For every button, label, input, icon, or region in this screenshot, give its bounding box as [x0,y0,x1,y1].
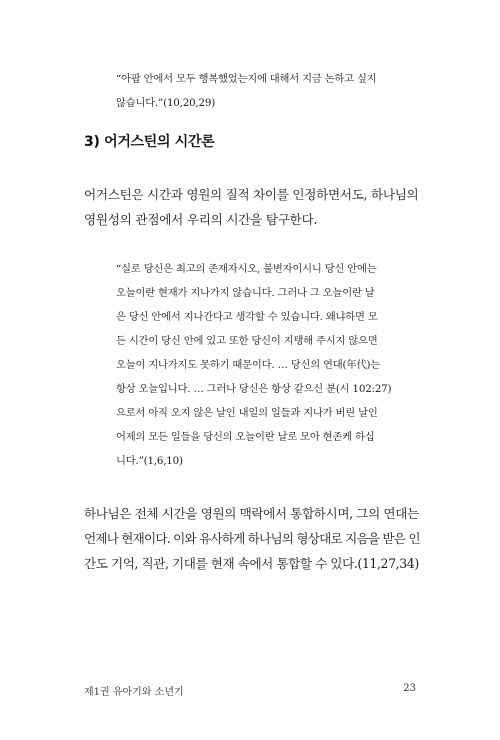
block-quote-line-2: 오늘이란 현재가 지나가지 않습니다. 그러나 그 오늘이란 날 [116,287,375,299]
closing-paragraph-line-2: 언제나 현재이다. 이와 유사하게 하나님의 형상대로 지음을 받은 인 [84,531,420,546]
closing-paragraph-line-3: 간도 기억, 직관, 기대를 현재 속에서 통합할 수 있다.(11,27,34) [84,556,419,571]
block-quote-line-5: 오늘이 지나가지도 못하기 때문이다. … 당신의 연대(年代)는 [116,359,381,371]
block-quote-line-6: 항상 오늘입니다. … 그러나 당신은 항상 같으신 분(시 102:27) [116,383,392,395]
top-quote-line-2: 않습니다.”(10,20,29) [116,97,216,109]
top-quote-line-1: “아팝 안에서 모두 행복했었는지에 대해서 지금 논하고 싶지 [116,73,377,85]
section-heading: 3) 어거스틴의 시간론 [84,134,215,150]
intro-paragraph-line-1: 어거스틴은 시간과 영원의 질적 차이를 인정하면서도, 하나님의 [84,187,419,202]
block-quote-line-7: 으로서 아직 오지 않은 날인 내일의 일들과 지나가 버린 날인 [116,407,378,419]
block-quote-line-8: 어제의 모든 일들을 당신의 오늘이란 날로 모아 현존케 하십 [116,431,375,443]
closing-paragraph-line-1: 하나님은 전체 시간을 영원의 맥락에서 통합하시며, 그의 연대는 [84,506,419,521]
footer-page-number: 23 [403,683,416,694]
block-quote-line-9: 니다.”(1,6,10) [116,455,183,467]
block-quote-line-1: “실로 당신은 최고의 존재자시오, 불변자이시니 당신 안에는 [116,263,377,275]
footer-book-title: 제1권 유아기와 소년기 [84,687,184,698]
intro-paragraph-line-2: 영원성의 관점에서 우리의 시간을 탐구한다. [84,212,318,227]
block-quote-line-4: 든 시간이 당신 안에 있고 또한 당신이 지탱해 주시지 않으면 [116,335,378,347]
block-quote-line-3: 은 당신 안에서 지나간다고 생각할 수 있습니다. 왜냐하면 모 [116,311,378,323]
